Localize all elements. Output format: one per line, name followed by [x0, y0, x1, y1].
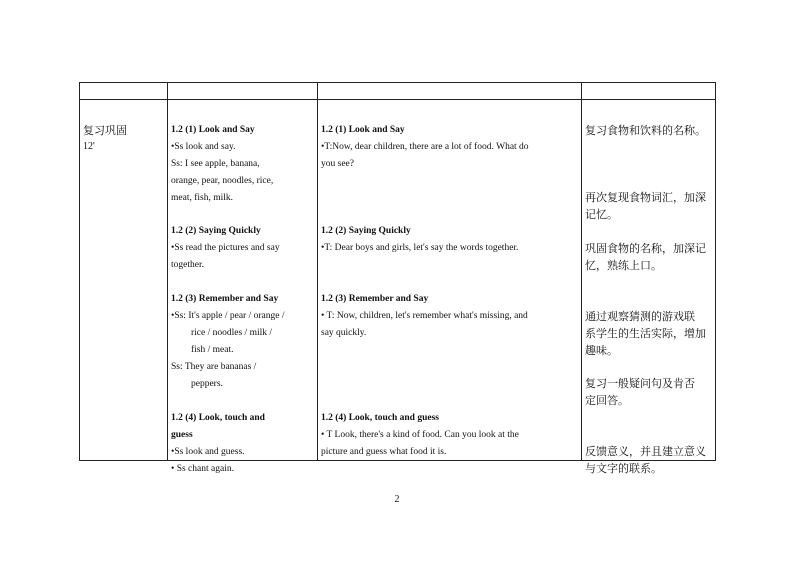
table-body-row [80, 100, 716, 461]
activity-title: 1.2 (2) Saying Quickly [171, 226, 261, 236]
activity-block-1 [171, 122, 313, 207]
intent-line: 反馈意义，并且建立意义 [585, 445, 706, 458]
teacher-line: • T: Now, children, let's remember what's missing, and [321, 311, 528, 321]
stage-name: 复习巩固 [83, 124, 127, 137]
teacher-line: •T:Now, dear children, there are a lot of food. What do [321, 142, 529, 152]
activity-title: 1.2 (3) Remember and Say [171, 294, 279, 304]
intent-line: 记忆。 [585, 208, 618, 221]
stage-cell [80, 100, 168, 461]
student-line: • Ss chant again. [171, 464, 234, 474]
intent-note-2 [585, 189, 711, 223]
activity-block-3 [171, 291, 313, 393]
student-line: together. [171, 260, 204, 270]
teacher-line: • T Look, there's a kind of food. Can you look at the [321, 430, 519, 440]
header-cell-teacher [318, 83, 582, 100]
table-header-row [80, 83, 716, 100]
student-line: •Ss: It's apple / pear / orange / [171, 311, 285, 321]
activity-title: 1.2 (1) Look and Say [171, 125, 255, 135]
stage-time: 12' [83, 141, 95, 152]
header-cell-stage [80, 83, 168, 100]
teacher-block-2 [321, 223, 577, 257]
teacher-line: say quickly. [321, 328, 367, 338]
intent-line: 定回答。 [585, 394, 629, 407]
teacher-line: you see? [321, 159, 354, 169]
student-activity-cell [168, 100, 318, 474]
teacher-line: picture and guess what food it is. [321, 447, 447, 457]
student-line: Ss: I see apple, banana, [171, 159, 260, 169]
activity-title: 1.2 (1) Look and Say [321, 125, 405, 135]
intent-line: 复习一般疑问句及肯否 [585, 377, 695, 390]
teacher-block-3 [321, 291, 577, 342]
intent-line: 通过观察猜测的游戏联 [585, 310, 695, 323]
teacher-line: •T: Dear boys and girls, let's say the words together. [321, 243, 519, 253]
page-number: 2 [394, 494, 400, 505]
intent-line: 再次复现食物词汇，加深 [585, 191, 706, 204]
student-line: •Ss look and say. [171, 142, 236, 152]
student-line: Ss: They are bananas / [171, 362, 257, 372]
student-line: orange, pear, noodles, rice, [171, 176, 274, 186]
intent-note-4 [585, 308, 711, 359]
student-line: fish / meat. [191, 345, 234, 355]
intent-line: 趣味。 [585, 344, 618, 357]
teacher-block-4 [321, 410, 577, 461]
lesson-plan-table [79, 82, 716, 475]
intent-line: 复习食物和饮料的名称。 [585, 124, 706, 137]
intent-line: 与文字的联系。 [585, 462, 662, 475]
activity-block-4 [171, 410, 313, 478]
intent-note-1 [585, 122, 711, 139]
intent-line: 系学生的生活实际，增加 [585, 327, 706, 340]
header-cell-student [168, 83, 318, 100]
student-line: rice / noodles / milk / [191, 328, 273, 338]
header-cell-intent [582, 83, 716, 100]
activity-title: 1.2 (2) Saying Quickly [321, 226, 411, 236]
activity-block-2 [171, 223, 313, 274]
student-line: •Ss look and guess. [171, 447, 245, 457]
intent-line: 巩固食物的名称，加深记 [585, 242, 706, 255]
intent-cell [582, 100, 716, 475]
activity-title: 1.2 (4) Look, touch and guess [321, 413, 439, 423]
activity-title-line: 1.2 (4) Look, touch and [171, 413, 265, 423]
intent-line: 忆，熟练上口。 [585, 259, 662, 272]
activity-title: 1.2 (3) Remember and Say [321, 294, 429, 304]
intent-note-6 [585, 443, 711, 477]
activity-title-line: guess [171, 430, 193, 440]
teacher-activity-cell [318, 100, 582, 461]
intent-note-5 [585, 375, 711, 409]
student-line: •Ss read the pictures and say [171, 243, 280, 253]
student-line: peppers. [191, 379, 223, 389]
teacher-block-1 [321, 122, 577, 173]
intent-note-3 [585, 240, 711, 274]
student-line: meat, fish, milk. [171, 193, 234, 203]
